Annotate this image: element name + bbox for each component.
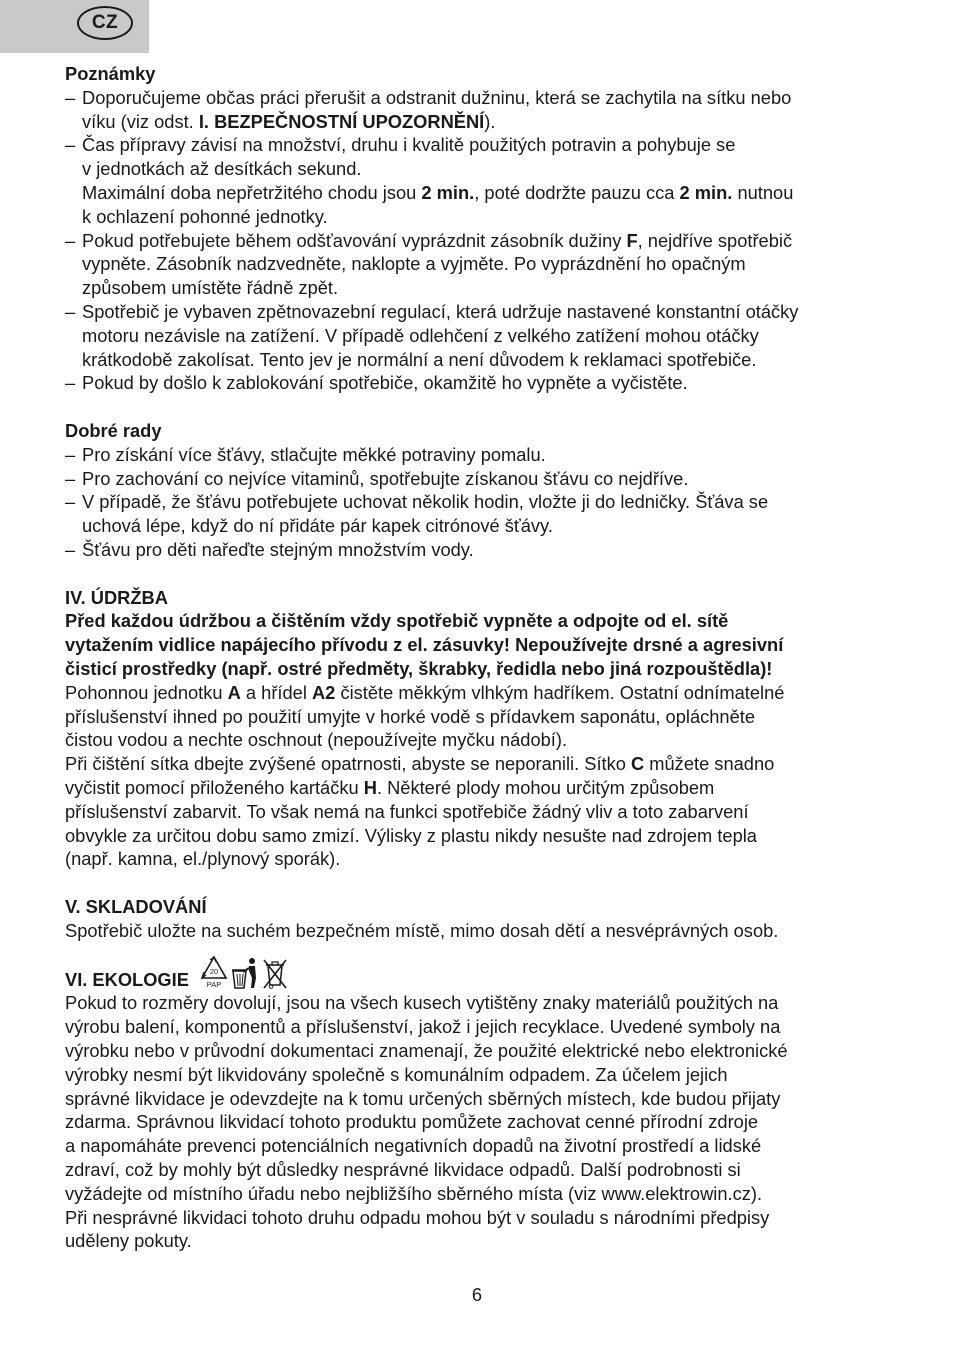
- list-item-text: Doporučujeme občas práci přerušit a odstranit dužninu, která se zachytila na sítku nebo: [82, 86, 792, 108]
- svg-text:20: 20: [209, 967, 219, 977]
- language-badge: CZ: [77, 6, 133, 40]
- list-item-text: Pokud potřebujete během odšťavování vyprázdnit zásobník dužiny F, nejdříve spotřebič: [82, 229, 793, 251]
- list-item-text: motoru nezávisle na zatížení. V případě odlehčení z velkého zatížení mohou otáčky: [82, 324, 759, 346]
- maintenance-paragraph: Při čištění sítka dbejte zvýšené opatrnosti, abyste se neporanili. Sítko C můžete snadno vyčistit pomocí přiloženého kartáčku H. Některé plody mohou určitým způsobem příslušenství zabarvit. To však nemá na funkci spotřebiče žádný vliv a toto zabarvení obvykle za určitou dobu samo zmizí. Výlisky z plastu nikdy nesušte nad zdrojem tepla (např. kamna, el./plynový sporák).: [65, 753, 775, 870]
- svg-text:PAP: PAP: [206, 980, 222, 990]
- ecology-heading: VI. EKOLOGIE: [65, 968, 189, 990]
- tidy-man-icon: [231, 957, 259, 989]
- list-item-text: Maximální doba nepřetržitého chodu jsou 2 min., poté dodržte pauzu cca 2 min. nutnou: [82, 181, 794, 203]
- list-item-text: krátkodobě zakolísat. Tento jev je normální a není důvodem k reklamaci spotřebiče.: [82, 348, 757, 370]
- language-tab: [0, 0, 149, 53]
- storage-text: Spotřebič uložte na suchém bezpečném místě, mimo dosah dětí a nesvéprávných osob.: [65, 919, 779, 941]
- tips-heading: Dobré rady: [65, 419, 162, 441]
- list-item-text: v jednotkách až desítkách sekund.: [82, 158, 362, 180]
- list-item-text: způsobem umístěte řádně zpět.: [82, 277, 339, 299]
- page-content: [65, 62, 895, 1253]
- list-item-text: Čas přípravy závisí na množství, druhu i kvalitě použitých potravin a pohybuje se: [82, 134, 736, 156]
- list-item: – Pokud potřebujete během odšťavování vyprázdnit zásobník dužiny F, nejdříve spotřebič vypněte. Zásobník nadzvedněte, naklopte a vyjměte. Po vyprázdnění ho opačným způsobem umístěte řádně zpět.: [65, 229, 895, 300]
- maintenance-warning: Před každou údržbou a čištěním vždy spotřebič vypněte a odpojte od el. sítě vytažením vidlice napájecího přívodu z el. zásuvky! Nepoužívejte drsné a agresivní čisticí prostředky (např. ostré předměty, škrabky, ředidla nebo jiná rozpouštědla)!: [65, 610, 784, 679]
- maintenance-heading: IV. ÚDRŽBA: [65, 586, 168, 608]
- ecology-text: Pokud to rozměry dovolují, jsou na všech kusech vytištěny znaky materiálů použitých na výrobu balení, komponentů a příslušenství, jakož i jejich recyklace. Uvedené symboly na výrobku nebo v průvodní dokumentaci znamenají, že použité elektrické nebo elektronické výrobky nesmí být likvidovány společně s komunálním odpadem. Za účelem jejich správné likvidace je odevzdejte na k tomu určených sběrných místech, kde budou přijaty zdarma. Správnou likvidací tohoto produktu pomůžete zachovat cenné přírodní zdroje a napomáháte prevenci potenciálních negativních dopadů na životní prostředí a lidské zdraví, což by mohly být důsledky nesprávné likvidace odpadů. Další podrobnosti si vyžádejte od místního úřadu nebo nejbližšího sběrného místa (viz www.elektrowin.cz). Při nesprávné likvidaci tohoto druhu odpadu mohou být v souladu s národními předpisy uděleny pokuty.: [65, 992, 788, 1252]
- crossed-bin-icon: [261, 957, 289, 989]
- maintenance-paragraph: Pohonnou jednotku A a hřídel A2 čistěte měkkým vlhkým hadříkem. Ostatní odnímatelné příslušenství ihned po použití umyjte v horké vodě s přídavkem saponátu, opláchněte čistou vodou a nechte oschnout (nepoužívejte myčku nádobí).: [65, 681, 785, 751]
- list-item: – Spotřebič je vybaven zpětnovazební regulací, která udržuje nastavené konstantní otáčky motoru nezávisle na zatížení. V případě odlehčení z velkého zatížení mohou otáčky krátkodobě zakolísat. Tento jev je normální a není důvodem k reklamaci spotřebiče.: [65, 300, 895, 371]
- list-item: – Doporučujeme občas práci přerušit a odstranit dužninu, která se zachytila na sítku nebo víku (viz odst. I. BEZPEČNOSTNÍ UPOZORNĚNÍ).: [65, 86, 895, 134]
- list-item: – V případě, že šťávu potřebujete uchovat několik hodin, vložte ji do ledničky. Šťáva se uchová lépe, když do ní přidáte pár kapek citrónové šťávy.: [65, 491, 769, 537]
- list-item-text: vypněte. Zásobník nadzvedněte, naklopte a vyjměte. Po vyprázdnění ho opačným: [82, 253, 746, 275]
- list-item-text: Pokud by došlo k zablokování spotřebiče, okamžitě ho vypněte a vyčistěte.: [82, 372, 688, 394]
- list-item-text: k ochlazení pohonné jednotky.: [82, 205, 328, 227]
- list-item-text: víku (viz odst. I. BEZPEČNOSTNÍ UPOZORNĚNÍ).: [82, 110, 496, 132]
- list-item: – Šťávu pro děti nařeďte stejným množstvím vody.: [65, 538, 474, 560]
- list-item: – Pro získání více šťávy, stlačujte měkké potraviny pomalu.: [65, 443, 546, 465]
- page-number: 6: [471, 1284, 483, 1305]
- ecology-symbols: [199, 955, 291, 989]
- notes-heading: Poznámky: [65, 63, 156, 84]
- list-item: – Pro zachování co nejvíce vitaminů, spotřebujte získanou šťávu co nejdříve.: [65, 467, 689, 489]
- list-item: – Čas přípravy závisí na množství, druhu i kvalitě použitých potravin a pohybuje se v jednotkách až desítkách sekund. Maximální doba nepřetržitého chodu jsou 2 min., poté dodržte pauzu cca 2 min. nutnou k ochlazení pohonné jednotky.: [65, 133, 895, 228]
- list-item-text: Spotřebič je vybaven zpětnovazební regulací, která udržuje nastavené konstantní otáčky: [82, 300, 799, 322]
- storage-heading: V. SKLADOVÁNÍ: [65, 895, 207, 917]
- list-item: – Pokud by došlo k zablokování spotřebiče, okamžitě ho vypněte a vyčistěte.: [65, 371, 895, 395]
- ecology-heading-row: [65, 955, 895, 991]
- recycle-paper-icon: [199, 955, 229, 989]
